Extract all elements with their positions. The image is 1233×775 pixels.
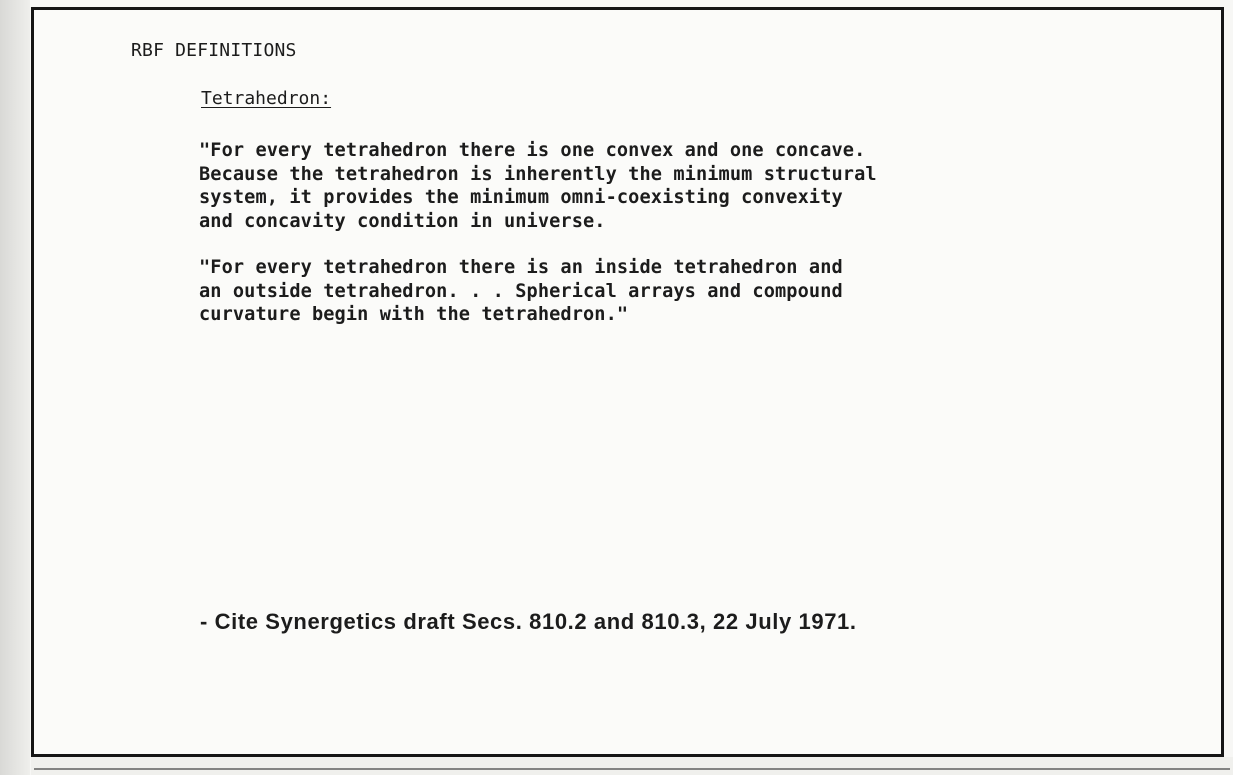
definition-paragraph-1: "For every tetrahedron there is one convex and one concave. Because the tetrahedron is inherently the minimum structural system, it provides the minimum omni-coexisting convexity and concavity condition in universe. xyxy=(199,140,877,232)
scan-margin-strip xyxy=(0,0,30,775)
definition-paragraph-2: "For every tetrahedron there is an inside tetrahedron and an outside tetrahedron. . . Spherical arrays and compound curvature begin with the tetrahedron." xyxy=(199,257,843,325)
next-card-edge xyxy=(34,768,1230,770)
document-heading: RBF DEFINITIONS xyxy=(131,40,297,61)
citation: - Cite Synergetics draft Secs. 810.2 and 810.3, 22 July 1971. xyxy=(200,609,857,634)
definition-term: Tetrahedron: xyxy=(201,88,332,109)
index-card xyxy=(31,7,1224,757)
scan-bottom-strip xyxy=(31,757,1233,775)
